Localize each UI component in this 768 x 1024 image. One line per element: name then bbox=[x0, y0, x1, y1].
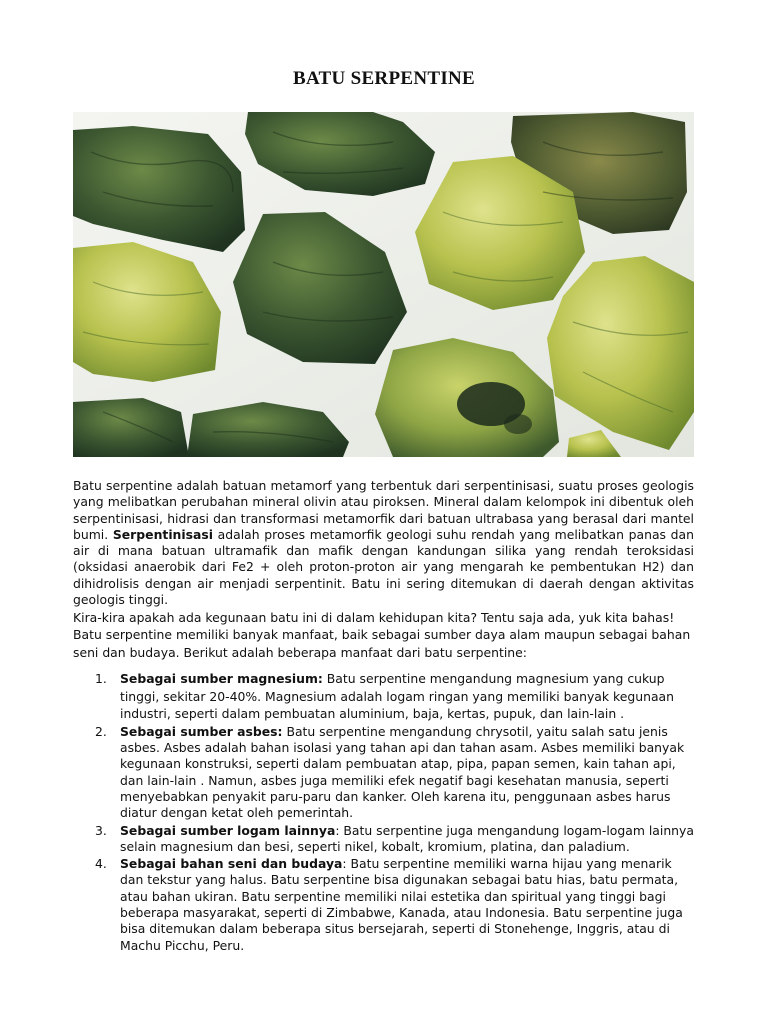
intro-term: Serpentinisasi bbox=[112, 526, 213, 542]
page-title: BATU SERPENTINE bbox=[292, 68, 476, 89]
list-item-text: : Batu serpentine memiliki warna hijau yang menarik dan tekstur yang halus. Batu serpentine bisa digunakan sebagai batu hias, batu permata, atau bahan ukiran. Batu serpentine memiliki nilai estetika dan spiritual yang tinggi bagi beberapa masyarakat, seperti di Zimbabwe, Kanada, atau Indonesia. Batu serpentine juga bisa ditemukan dalam beberapa situs bersejarah, seperti di Stonehenge, Inggris, atau di Machu Picchu, Peru. bbox=[120, 856, 683, 953]
serpentine-rocks-photo bbox=[73, 112, 694, 457]
rocks-illustration bbox=[73, 112, 694, 457]
question-paragraph: Kira-kira apakah ada kegunaan batu ini di dalam kehidupan kita? Tentu saja ada, yuk kita bahas! bbox=[73, 610, 675, 625]
list-item-text: Batu serpentine mengandung chrysotil, yaitu salah satu jenis asbes. Asbes adalah bahan isolasi yang tahan api dan tahan asam. Asbes memiliki banyak kegunaan konstruksi, seperti dalam pembuatan atap, pipa, papan semen, kain tahan api, dan lain-lain . Namun, asbes juga memiliki efek negatif bagi kesehatan manusia, seperti menyebabkan penyakit paru-paru dan kanker. Oleh karena itu, penggunaan asbes harus diatur dengan ketat oleh pemerintah. bbox=[120, 723, 685, 821]
list-item bbox=[73, 670, 694, 723]
benefits-list bbox=[73, 670, 694, 955]
intro-paragraph bbox=[73, 478, 694, 608]
benefits-intro-paragraph: Batu serpentine memiliki banyak manfaat, baik sebagai sumber daya alam maupun sebagai bahan seni dan budaya. Berikut adalah beberapa manfaat dari batu serpentine: bbox=[73, 627, 691, 660]
list-item bbox=[73, 856, 694, 954]
list-number: 3. bbox=[95, 822, 107, 838]
list-item bbox=[73, 724, 694, 822]
intro-text-b: adalah proses metamorfik geologi suhu rendah yang melibatkan panas dan air di mana batuan ultramafik dan mafik dengan kandungan silika yang rendah teroksidasi (oksidasi anaerobik dari Fe2 + oleh proton-proton air yang mengarah ke pembentukan H2) dan dihidrolisis dengan air menjadi serpentinit. Batu ini sering ditemukan di daerah dengan aktivitas geologis tinggi. bbox=[73, 526, 694, 608]
list-item-heading: Sebagai sumber magnesium: bbox=[120, 671, 323, 686]
list-item bbox=[73, 823, 694, 856]
list-number: 1. bbox=[95, 671, 107, 686]
list-item-heading: Sebagai sumber asbes: bbox=[120, 723, 283, 739]
list-item-text: : Batu serpentine juga mengandung logam-logam lainnya selain magnesium dan besi, seperti nikel, kobalt, kromium, platina, dan paladium. bbox=[120, 822, 694, 854]
list-item-heading: Sebagai bahan seni dan budaya bbox=[120, 856, 343, 872]
list-number: 2. bbox=[95, 723, 107, 739]
list-item-text: Batu serpentine mengandung magnesium yang cukup tinggi, sekitar 20-40%. Magnesium adalah logam ringan yang memiliki banyak kegunaan industri, seperti dalam pembuatan aluminium, baja, kertas, pupuk, dan lain-lain . bbox=[120, 671, 674, 722]
rock-dark-patch bbox=[504, 414, 532, 434]
list-item-heading: Sebagai sumber logam lainnya bbox=[120, 822, 336, 838]
list-number: 4. bbox=[95, 856, 107, 872]
intro-text-a: Batu serpentine adalah batuan metamorf yang terbentuk dari serpentinisasi, suatu proses geologis yang melibatkan perubahan mineral olivin atau piroksen. Mineral dalam kelompok ini dibentuk oleh serpentinisasi, hidrasi dan transformasi metamorfik dari batuan ultrabasa yang berasal dari mantel bumi. bbox=[73, 478, 694, 542]
